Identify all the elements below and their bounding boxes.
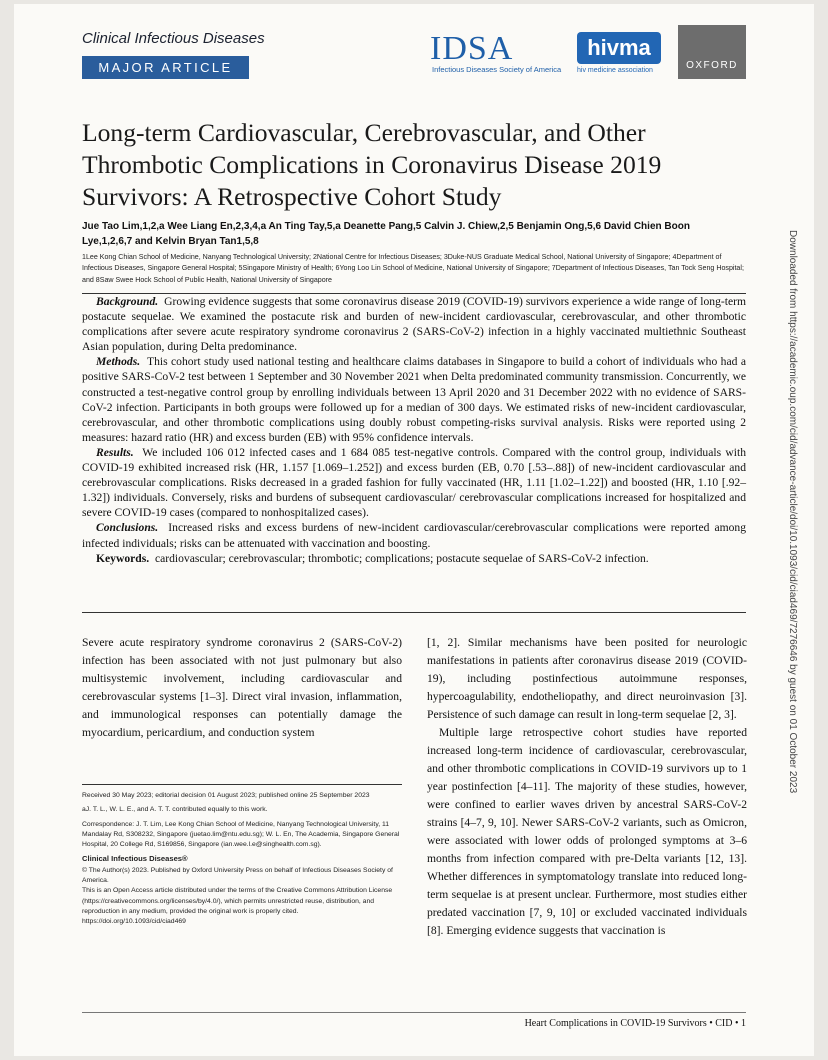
body-paragraph: Multiple large retrospective cohort studies have reported increased long-term incidence of cardiovascular, cerebrovascular, and other thrombotic complications in COVID-19 survivors up to 1 year postinfection [4–11]. The majority of these studies, however, were confined to earlier waves driven by ancestral SARS-CoV-2 strains [4–7, 9, 10]. Newer SARS-CoV-2 variants, such as Omicron, were associated with lower odds of prolonged symptoms at 3–6 months from infection compared with pre-Delta variants [12, 13]. Whether differences in symptomatology translate into reduced long-term sequelae is at present unclear. Furthermore, most studies either predated vaccination [7, 9, 10] or excluded vaccinated individuals [8]. Emerging evidence suggests that vaccination is [427, 726, 747, 937]
journal-brand-text: Clinical Infectious Diseases® [82, 854, 188, 864]
doi-link[interactable]: https://doi.org/10.1093/cid/ciad469 [82, 918, 186, 926]
hivma-logo-subtitle: hiv medicine association [577, 67, 653, 74]
keywords-heading: Keywords. [96, 551, 150, 565]
abstract-methods-heading: Methods. [96, 355, 141, 369]
footer-rule [82, 1012, 746, 1013]
abstract-results [82, 445, 746, 520]
body-paragraph: Severe acute respiratory syndrome coronavirus 2 (SARS-CoV-2) infection has been associated with not just pulmonary but also multisystemic involvement, including cardiovascular and cerebrovascular systems [1–3]. Direct viral invasion, inflammation, and immunological responses can potentially damage the myocardium, pericardium, and conduction system [82, 636, 402, 739]
abstract-keywords [82, 551, 746, 566]
abstract [82, 293, 746, 613]
download-watermark [788, 230, 808, 830]
article-type-badge: MAJOR ARTICLE [82, 56, 249, 79]
idsa-logo [430, 32, 570, 74]
abstract-background-text: Growing evidence suggests that some coronavirus disease 2019 (COVID-19) survivors experience a wide range of long-term postacute sequelae. We examined the postacute risk and burden of new-incident cardiovascular, cerebrovascular, and other thrombotic complications after severe acute respiratory syndrome coronavirus 2 (SARS-CoV-2) infection in a highly vaccinated multiethnic Southeast Asian population, during Delta predominance. [82, 295, 746, 354]
abstract-results-heading: Results. [96, 445, 134, 459]
download-watermark-text: Downloaded from https://academic.oup.com/cid/advance-article/doi/10.1093/cid/ciad469/7276646 by guest on 01 October 2023 [787, 230, 798, 794]
equal-contribution-note: aJ. T. L., W. L. E., and A. T. T. contributed equally to this work. [82, 806, 268, 814]
body-paragraph: [1, 2]. Similar mechanisms have been posited for neurologic manifestations in patients after coronavirus disease 2019 (COVID-19), including postinfectious autoimmune responses, hypercoagulability, endotheliopathy, and direct neuroinvasion [3]. Persistence of such damage can result in long-term sequelae [2, 3]. [427, 636, 747, 721]
idsa-logo-text: IDSA [430, 30, 514, 67]
correspondence: Correspondence: J. T. Lim, Lee Kong Chian School of Medicine, Nanyang Technological University, 11 Mandalay Rd, S308232, Singapore (juetao.lim@ntu.edu.sg); W. L. En, The Academia, Singapore General Hospital, 20 College Rd, S169856, Singapore (ian.wee.l.e@singhealth.com.sg). [82, 820, 400, 849]
journal-name: Clinical Infectious Diseases [82, 30, 265, 47]
idsa-logo-subtitle: Infectious Diseases Society of America [432, 65, 562, 74]
abstract-conclusions-text: Increased risks and excess burdens of new-incident cardiovascular/cerebrovascular complications were reported among infected individuals; risks can be attenuated with vaccination and boosting. [82, 521, 747, 550]
abstract-background [82, 294, 746, 354]
affiliations: 1Lee Kong Chian School of Medicine, Nanyang Technological University; 2National Centre for Infectious Diseases; 3Duke-NUS Graduate Medical School, National University of Singapore; 4Department of Infectious Diseases, Singapore General Hospital; 5Singapore Ministry of Health; 6Yong Loo Lin School of Medicine, National University of Singapore; 7Department of Infectious Diseases, Tan Tock Seng Hospital; and 8Saw Swee Hock School of Public Health, National University of Singapore [82, 253, 744, 284]
keywords-text: cardiovascular; cerebrovascular; thrombotic; complications; postacute sequelae of SARS-CoV-2 infection. [154, 551, 649, 565]
author-list: Jue Tao Lim,1,2,a Wee Liang En,2,3,4,a An Ting Tay,5,a Deanette Pang,5 Calvin J. Chiew,2,5 Benjamin Ong,5,6 David Chien Boon Lye,1,2,6,7 and Kelvin Bryan Tan1,5,8 [82, 221, 690, 247]
abstract-methods [82, 354, 746, 445]
abstract-conclusions [82, 520, 746, 550]
body-column-right [427, 634, 747, 940]
hivma-logo [577, 32, 661, 76]
abstract-conclusions-heading: Conclusions. [96, 521, 159, 535]
abstract-results-text: We included 106 012 infected cases and 1 684 085 test-negative controls. Compared with the control group, individuals with COVID-19 exhibited increased risk (HR, 1.157 [1.069–1.252]) and excess burden (EB, 0.70 [.53–.88]) of new-incident cardiovascular and cerebrovascular complications. Risks decreased in a graded fashion for fully vaccinated (HR, 1.11 [1.02–1.22]) and boosted (HR, 1.10 [.92–1.32]) individuals. Conversely, risks and burdens of subsequent cardiovascular/ cerebrovascular complications increased for hospitalized and severe COVID-19 cases (compared to nonhospitalized cases). [82, 445, 747, 520]
copyright: © The Author(s) 2023. Published by Oxford University Press on behalf of Infectious Diseases Society of America. [82, 866, 393, 885]
hivma-logo-text: hivma [577, 32, 661, 64]
running-footer: Heart Complications in COVID-19 Survivors • CID • 1 [524, 1018, 746, 1029]
footnotes [82, 784, 402, 928]
received-dates: Received 30 May 2023; editorial decision 01 August 2023; published online 25 September 2023 [82, 792, 370, 799]
journal-brand [82, 854, 402, 865]
abstract-background-heading: Background. [96, 295, 159, 308]
article-title: Long-term Cardiovascular, Cerebrovascular, and Other Thrombotic Complications in Coronavirus Disease 2019 Survivors: A Retrospective Cohort Study [82, 118, 662, 211]
license: This is an Open Access article distributed under the terms of the Creative Commons Attribution License (https://creativecommons.org/licenses/by/4.0/), which permits unrestricted reuse, distribution, and reproduction in any medium, provided the original work is properly cited. [82, 887, 393, 915]
abstract-methods-text: This cohort study used national testing and healthcare claims databases in Singapore to build a cohort of individuals who had a positive SARS-CoV-2 test between 1 September and 30 November 2021 when Delta predominated community transmission. Concurrently, we constructed a test-negative control group by enrolling individuals between 13 April 2020 and 31 December 2022 with no evidence of SARS-CoV-2 infection. Participants in both groups were followed up for a median of 300 days. We estimated risks of new-incident cardiovascular, cerebrovascular, and other thrombotic complications using doubly robust competing-risks survival analysis. Risks were reported using 2 measures: hazard ratio (HR) and excess burden (EB) with 95% confidence intervals. [82, 355, 746, 444]
oxford-logo: OXFORD [678, 25, 746, 79]
body-column-left [82, 634, 402, 742]
